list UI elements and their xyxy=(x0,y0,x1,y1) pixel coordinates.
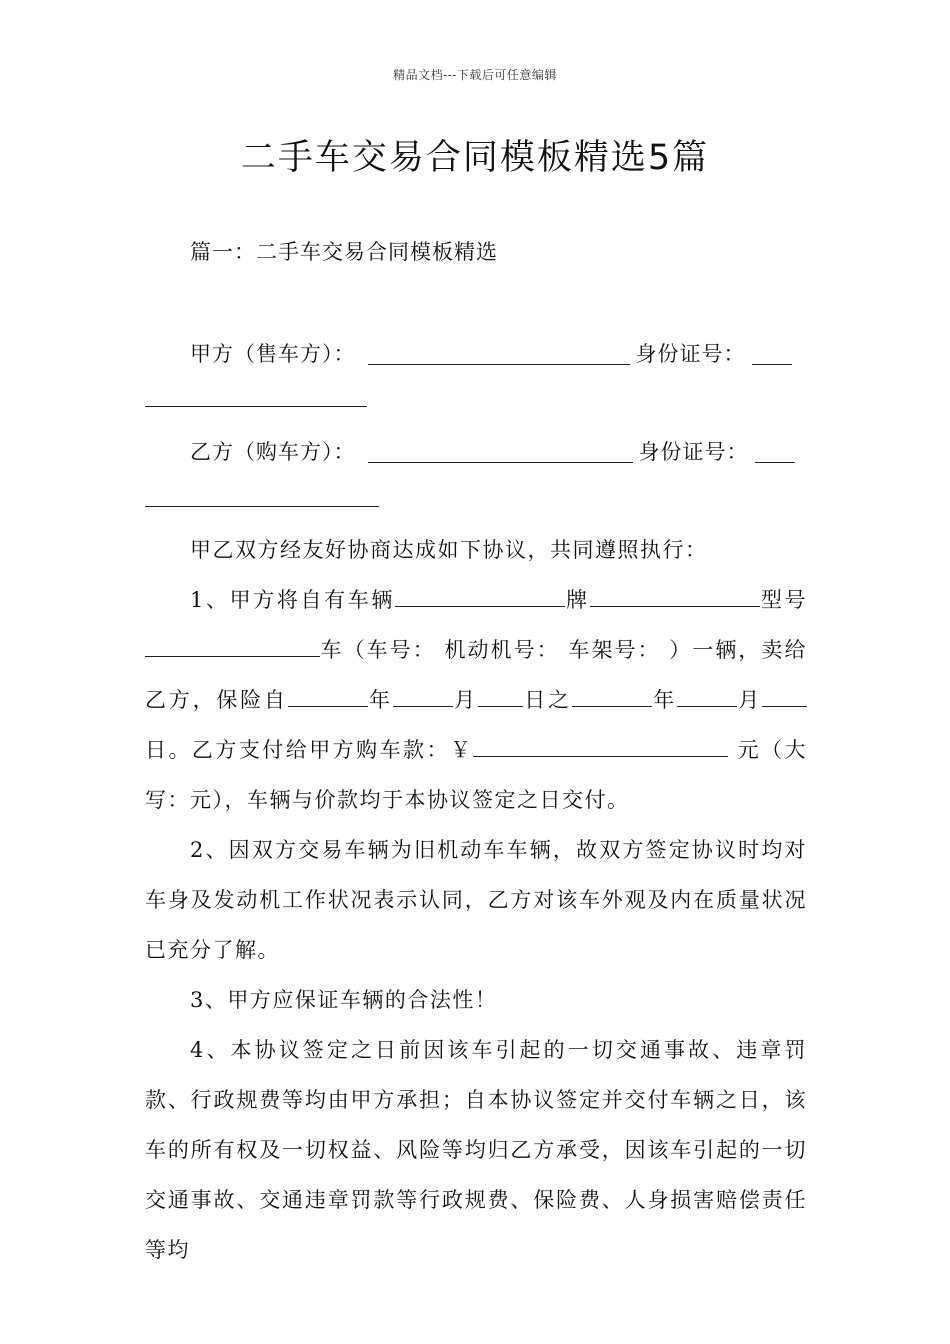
buyer-name-blank xyxy=(368,442,633,463)
clause-1-year2: 年 xyxy=(651,688,677,712)
intro-paragraph xyxy=(145,525,807,575)
insurance-year-blank xyxy=(288,686,368,707)
buyer-line xyxy=(190,434,805,466)
insurance-year2-blank xyxy=(572,686,652,707)
clause-4-text: 4、本协议签定之日前因该车引起的一切交通事故、违章罚款、行政规费等均由甲方承担；自本协议签定并交付车辆之日，该车的所有权及一切权益、风险等均归乙方承受，因该车引起的一切交通事故、交通违章罚款等行政规费、保险费、人身损害赔偿责任等均 xyxy=(145,1038,807,1262)
seller-name-blank xyxy=(368,344,630,365)
section-heading: 篇一：二手车交易合同模板精选 xyxy=(190,240,498,264)
seller-label: 甲方（售车方）： xyxy=(190,342,356,366)
seller-id-blank xyxy=(752,344,792,365)
clause-1-text: 1、甲方将自有车辆 xyxy=(190,588,395,612)
vehicle-blank xyxy=(145,636,320,657)
clause-2-text: 2、因双方交易车辆为旧机动车车辆，故双方签定协议时均对车身及发动机工作状况表示认同，乙方对该车外观及内在质量状况已充分了解。 xyxy=(145,838,807,962)
plate-blank xyxy=(395,586,565,607)
contract-body xyxy=(145,525,807,1275)
buyer-label: 乙方（购车方）： xyxy=(190,440,356,464)
clause-4 xyxy=(145,1025,807,1275)
clause-3-text: 3、甲方应保证车辆的合法性！ xyxy=(190,988,498,1012)
seller-id-label: 身份证号： xyxy=(635,342,746,366)
model-blank xyxy=(590,586,760,607)
clause-1-year: 年 xyxy=(367,688,393,712)
clause-1-vehicle-text: 车（车号： 机动机号： 车架号： ）一辆，卖给乙方，保险自 xyxy=(145,638,807,712)
clause-1-plate-label: 牌 xyxy=(565,588,590,612)
insurance-day2-blank xyxy=(762,686,807,707)
clause-1-payment-text: 日。乙方支付给甲方购车款：￥ xyxy=(145,738,474,762)
clause-1-month2: 月 xyxy=(736,688,763,712)
seller-line xyxy=(190,336,805,368)
seller-id-blank-continued xyxy=(145,406,367,407)
payment-amount-blank xyxy=(473,736,728,757)
buyer-id-blank-continued xyxy=(145,506,379,507)
header-note: 精品文档---下载后可任意编辑 xyxy=(393,68,557,82)
clause-1-yuan-text: 元（大写：元），车辆与价款均于本协议签定之日交付。 xyxy=(145,738,807,812)
clause-2 xyxy=(145,825,807,975)
clause-1-month: 月 xyxy=(452,688,478,712)
document-title: 二手车交易合同模板精选5篇 xyxy=(240,138,710,178)
insurance-day-blank xyxy=(478,686,523,707)
clause-3 xyxy=(145,975,807,1025)
clause-1-model-label: 型号 xyxy=(759,588,807,612)
buyer-id-label: 身份证号： xyxy=(638,440,749,464)
clause-1 xyxy=(145,575,807,825)
clause-1-day-to: 日之 xyxy=(522,688,572,712)
insurance-month2-blank xyxy=(677,686,737,707)
insurance-month-blank xyxy=(393,686,453,707)
buyer-id-blank xyxy=(755,442,795,463)
intro-text: 甲乙双方经友好协商达成如下协议，共同遵照执行： xyxy=(190,538,708,562)
